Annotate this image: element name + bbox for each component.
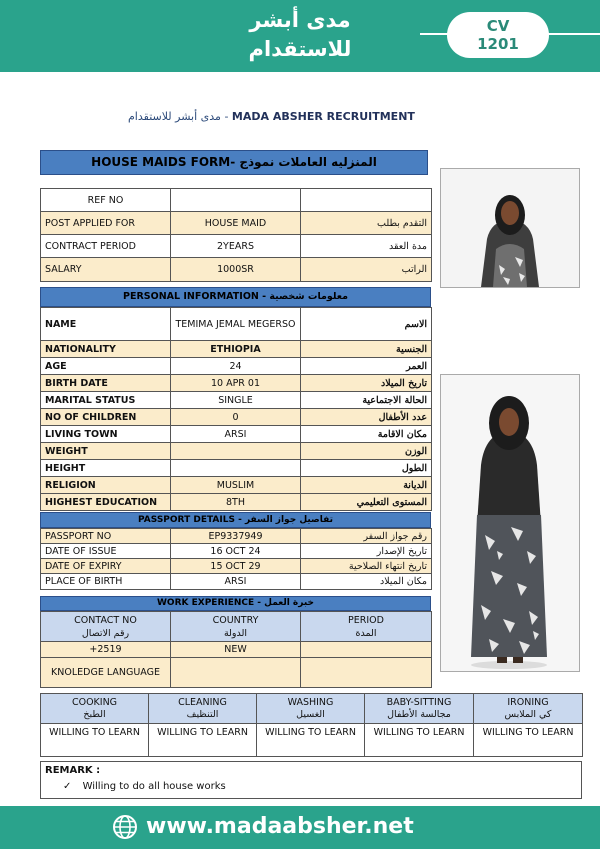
personal-row [41, 477, 432, 494]
personal-row [41, 460, 432, 477]
job-value: 2YEARS [171, 235, 301, 258]
skill-en: WASHING [287, 696, 334, 708]
skill-header-cleaning [149, 694, 257, 724]
personal-label-ar: الحالة الاجتماعية [301, 392, 432, 409]
work-header-period [301, 612, 432, 642]
work-header-ar: المدة [355, 627, 377, 639]
personal-label-ar: تاريخ الميلاد [301, 375, 432, 392]
work-header-en: PERIOD [348, 614, 384, 626]
skill-ar: كي الملابس [504, 708, 552, 720]
work-header-ar: رقم الاتصال [81, 627, 130, 639]
personal-row [41, 426, 432, 443]
brand-name-arabic [200, 6, 400, 64]
personal-label: HIGHEST EDUCATION [41, 494, 171, 511]
skill-value: WILLING TO LEARN [365, 724, 474, 757]
work-period [301, 642, 432, 658]
job-label-ar: مدة العقد [301, 235, 432, 258]
personal-value: 24 [171, 358, 301, 375]
company-line [128, 110, 468, 123]
personal-label-ar: الطول [301, 460, 432, 477]
job-value [171, 189, 301, 212]
passport-label-ar: مكان الميلاد [301, 574, 432, 590]
skill-value: WILLING TO LEARN [41, 724, 149, 757]
personal-value: ETHIOPIA [171, 341, 301, 358]
skill-ar: مجالسة الأطفال [387, 708, 451, 720]
personal-row [41, 443, 432, 460]
passport-label: PLACE OF BIRTH [41, 574, 171, 590]
work-header-en: COUNTRY [212, 614, 259, 626]
personal-value: 8TH [171, 494, 301, 511]
personal-value: 0 [171, 409, 301, 426]
work-contact: +2519 [41, 642, 171, 658]
company-name-en: MADA ABSHER RECRUITMENT [231, 110, 415, 123]
personal-label: HEIGHT [41, 460, 171, 477]
personal-label: NATIONALITY [41, 341, 171, 358]
skills-value-row [41, 724, 583, 757]
work-header-ar: الدولة [223, 627, 248, 639]
personal-label: AGE [41, 358, 171, 375]
personal-label: LIVING TOWN [41, 426, 171, 443]
personal-row [41, 392, 432, 409]
personal-label-ar: المستوى التعليمي [301, 494, 432, 511]
personal-label-ar: العمر [301, 358, 432, 375]
passport-value: 16 OCT 24 [171, 544, 301, 559]
work-country: NEW [171, 642, 301, 658]
remark-item [63, 781, 226, 792]
skill-ar: الغسيل [296, 708, 325, 720]
knowledge-cell [171, 658, 301, 688]
skill-ar: الطبخ [83, 708, 106, 720]
personal-label-ar: الجنسية [301, 341, 432, 358]
skill-en: IRONING [507, 696, 549, 708]
cv-number: 1201 [477, 35, 519, 53]
job-row [41, 235, 432, 258]
personal-value: TEMIMA JEMAL MEGERSO [171, 308, 301, 341]
form-title: HOUSE MAIDS FORM- المنزليه العاملات نموذج [40, 150, 428, 175]
remark-text: Willing to do all house works [82, 781, 226, 792]
job-row [41, 212, 432, 235]
personal-label-ar: الديانة [301, 477, 432, 494]
candidate-photo-portrait [440, 168, 580, 288]
passport-row [41, 574, 432, 590]
remark-label: REMARK : [45, 765, 101, 776]
personal-info-title: PERSONAL INFORMATION - معلومات شخصية [40, 287, 431, 307]
personal-label: NO OF CHILDREN [41, 409, 171, 426]
personal-label: NAME [41, 308, 171, 341]
personal-row [41, 358, 432, 375]
passport-row [41, 559, 432, 574]
work-experience-table [40, 611, 432, 688]
personal-row [41, 409, 432, 426]
skill-value: WILLING TO LEARN [257, 724, 365, 757]
candidate-photo-full-body [440, 374, 580, 672]
personal-label-ar: مكان الاقامة [301, 426, 432, 443]
personal-value: ARSI [171, 426, 301, 443]
cv-label: CV [486, 17, 510, 35]
job-row [41, 258, 432, 282]
personal-label: RELIGION [41, 477, 171, 494]
work-row [41, 642, 432, 658]
personal-info-table [40, 307, 432, 511]
passport-value: ARSI [171, 574, 301, 590]
work-header-country [171, 612, 301, 642]
passport-label: PASSPORT NO [41, 529, 171, 544]
personal-label: WEIGHT [41, 443, 171, 460]
skill-ar: التنظيف [186, 708, 219, 720]
work-header-contact [41, 612, 171, 642]
skill-en: COOKING [71, 696, 118, 708]
work-header-en: CONTACT NO [74, 614, 137, 626]
website-url[interactable]: www.madaabsher.net [146, 814, 414, 839]
knowledge-cell [301, 658, 432, 688]
job-row [41, 189, 432, 212]
passport-row [41, 529, 432, 544]
skill-en: CLEANING [178, 696, 227, 708]
job-label-ar [301, 189, 432, 212]
personal-row [41, 375, 432, 392]
skill-value: WILLING TO LEARN [474, 724, 583, 757]
check-icon: ✓ [63, 781, 72, 792]
job-label: CONTRACT PERIOD [41, 235, 171, 258]
knowledge-language-label: KNOLEDGE LANGUAGE [41, 658, 171, 688]
cv-badge [447, 12, 549, 58]
passport-value: 15 OCT 29 [171, 559, 301, 574]
company-name-ar: مدى أبشر للاستقدام [128, 110, 221, 123]
personal-row [41, 341, 432, 358]
portrait-illustration [441, 169, 579, 287]
personal-value: SINGLE [171, 392, 301, 409]
full-body-illustration [441, 375, 579, 671]
work-header-row [41, 612, 432, 642]
job-label-ar: الراتب [301, 258, 432, 282]
personal-row [41, 308, 432, 341]
passport-label: DATE OF EXPIRY [41, 559, 171, 574]
personal-value: MUSLIM [171, 477, 301, 494]
personal-value [171, 460, 301, 477]
skill-header-ironing [474, 694, 583, 724]
skills-table [40, 693, 583, 757]
personal-value [171, 443, 301, 460]
work-experience-title: WORK EXPERIENCE - خبرة العمل [40, 596, 431, 611]
job-label: SALARY [41, 258, 171, 282]
brand-line-2: للاستقدام [248, 37, 352, 61]
personal-label-ar: الوزن [301, 443, 432, 460]
remark-box [40, 761, 582, 799]
passport-row [41, 544, 432, 559]
job-label: REF NO [41, 189, 171, 212]
globe-icon [112, 814, 138, 840]
job-label: POST APPLIED FOR [41, 212, 171, 235]
personal-label-ar: الاسم [301, 308, 432, 341]
skill-header-washing [257, 694, 365, 724]
passport-label-ar: تاريخ انتهاء الصلاحية [301, 559, 432, 574]
passport-label-ar: تاريخ الإصدار [301, 544, 432, 559]
job-value: HOUSE MAID [171, 212, 301, 235]
passport-value: EP9337949 [171, 529, 301, 544]
skills-header-row [41, 694, 583, 724]
skill-en: BABY-SITTING [386, 696, 452, 708]
company-dash: - [224, 110, 232, 123]
personal-value: 10 APR 01 [171, 375, 301, 392]
knowledge-row [41, 658, 432, 688]
personal-label: BIRTH DATE [41, 375, 171, 392]
personal-row [41, 494, 432, 511]
job-table [40, 188, 432, 282]
brand-line-1: مدى أبشر [249, 8, 351, 32]
personal-label: MARITAL STATUS [41, 392, 171, 409]
passport-table [40, 528, 432, 590]
skill-value: WILLING TO LEARN [149, 724, 257, 757]
passport-label-ar: رقم جواز السفر [301, 529, 432, 544]
skill-header-baby-sitting [365, 694, 474, 724]
passport-label: DATE OF ISSUE [41, 544, 171, 559]
website[interactable] [112, 812, 492, 842]
skill-header-cooking [41, 694, 149, 724]
personal-label-ar: عدد الأطفال [301, 409, 432, 426]
passport-details-title: PASSPORT DETAILS - تفاصيل جواز السفر [40, 512, 431, 528]
job-label-ar: التقدم بطلب [301, 212, 432, 235]
job-value: 1000SR [171, 258, 301, 282]
